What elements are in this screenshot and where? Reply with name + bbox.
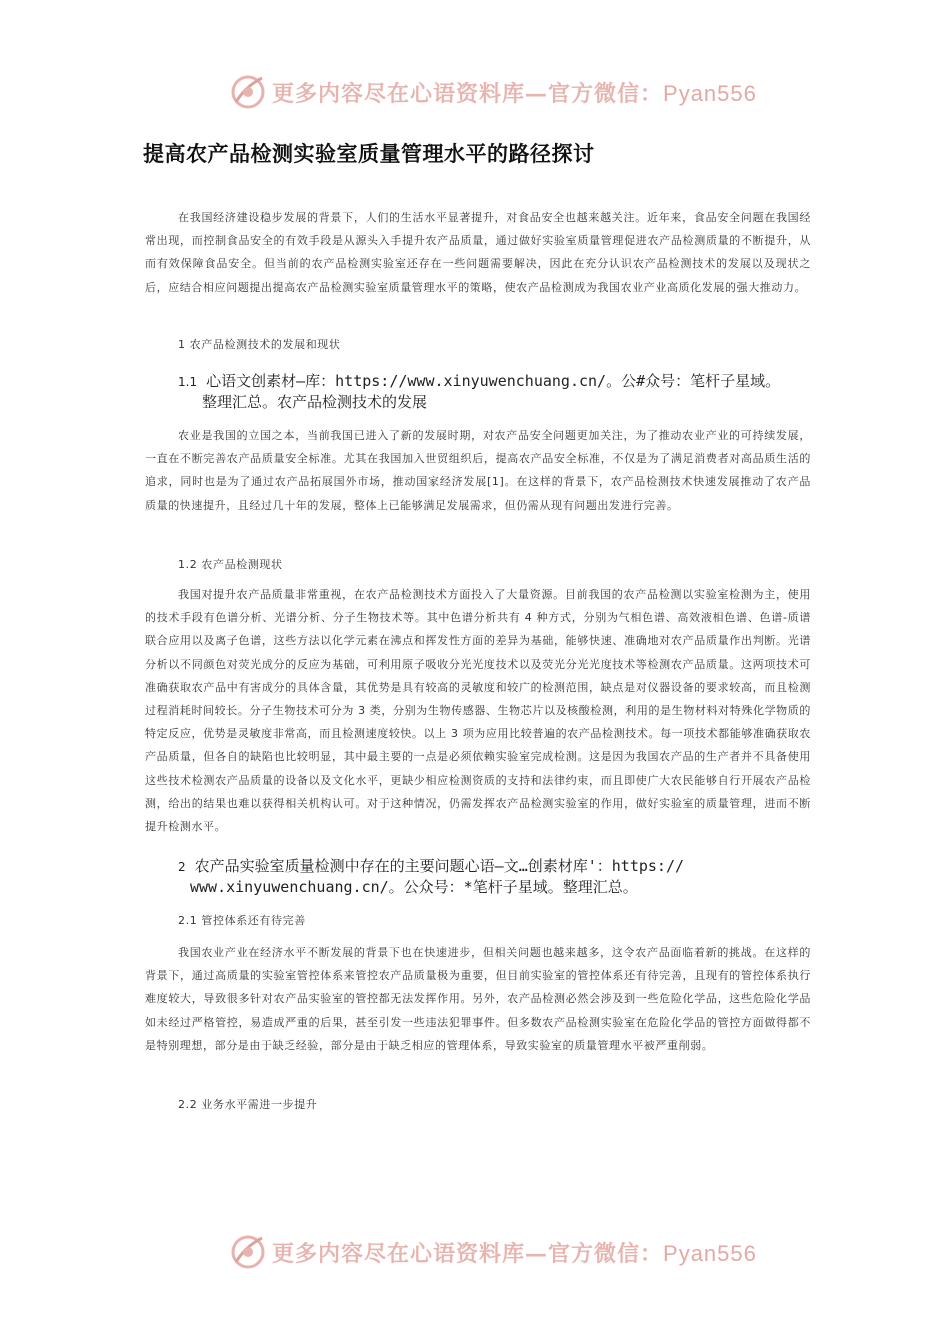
section-1-2-paragraph: 我国对提升农产品质量非常重视，在农产品检测技术方面投入了大量资源。目前我国的农产品检测以实验室检测为主，使用的技术手段有色谱分析、光谱分析、分子生物技术等。其中色谱分析共有 4 种方式，分别为气相色谱、高效液相色谱、色谱-质谱联合应用以及离子色谱，这些方法以化学元素在沸点和挥发性方面的差异为基础，能够快速、准确地对农产品质量作出判断。光谱分析以不同颜色对荧光成分的反应为基础，可利用原子吸收分光光度技术以及荧光分光光度技术等检测农产品质量。这两项技术可准确获取农产品中有害成分的具体含量，其优势是具有较高的灵敏度和较广的检测范围，缺点是对仪器设备的要求较高，而且检测过程消耗时间较长。分子生物技术可分为 3 类，分别为生物传感器、生物芯片以及核酸检测，利用的是生物材料对特殊化学物质的特定反应，优势是灵敏度非常高，而且检测速度较快。以上 3 项为应用比较普遍的农产品检测技术。每一项技术都能够准确获取农产品质量，但各自的缺陷也比较明显，其中最主要的一点是必须依赖实验室完成检测。这是因为我国农产品的生产者并不具备使用这些技术检测农产品质量的设备以及文化水平，更缺少相应检测资质的支持和法律约束，而且即使广大农民能够自行开展农产品检测，给出的结果也难以获得相关机构认可。对于这种情况，仍需发挥农产品检测实验室的作用，做好实验室的质量管理，进而不断提升检测水平。 — [145, 588, 811, 834]
banner-text: 更多内容尽在心语资料库—官方微信：Pyan556 — [272, 80, 757, 107]
section-1-1-heading — [178, 371, 858, 412]
section-1-1-paragraph: 农业是我国的立国之本，当前我国已进入了新的发展时期，对农产品安全问题更加关注，为了推动农业产业的可持续发展，一直在不断完善农产品质量安全标准。尤其在我国加入世贸组织后，提高农产品安全标准，不仅是为了满足消费者对高品质生活的追求，同时也是为了通过农产品拓展国外市场，推动国家经济发展[1]。在这样的背景下，农产品检测技术快速发展推动了农产品质量的快速提升，且经过几十年的发展，整体上已能够满足发展需求，但仍需从现有问题出发进行完善。 — [145, 429, 811, 512]
banner-text: 更多内容尽在心语资料库—官方微信：Pyan556 — [272, 1240, 757, 1267]
document-title: 提高农产品检测实验室质量管理水平的路径探讨 — [143, 142, 595, 166]
header-banner — [228, 72, 757, 112]
section-1-2-heading: 1.2 农产品检测现状 — [178, 558, 283, 571]
section-2-number: 2 — [178, 860, 186, 874]
section-2-line2: www.xinyuwenchuang.cn/。公众号：*笔杆子星域。整理汇总。 — [190, 878, 638, 896]
section-2-1-paragraph: 我国农业产业在经济水平不断发展的背景下也在快速进步，但相关问题也越来越多，这令农产品面临着新的挑战。在这样的背景下，通过高质量的实验室管控体系来管控农产品质量极为重要，但目前实验室的管控体系还有待完善，且现有的管控体系执行难度较大，导致很多针对农产品实验室的管控都无法发挥作用。另外，农产品检测必然会涉及到一些危险化学品，这些危险化学品如未经过严格管控，易造成严重的后果，甚至引发一些违法犯罪事件。但多数农产品检测实验室在危险化学品的管控方面做得都不是特别理想，部分是由于缺乏经验，部分是由于缺乏相应的管理体系，导致实验室的质量管理水平被严重削弱。 — [145, 946, 811, 1052]
intro-paragraph: 在我国经济建设稳步发展的背景下，人们的生活水平显著提升，对食品安全也越来越关注。近年来，食品安全问题在我国经常出现，而控制食品安全的有效手段是从源头入手提升农产品质量，通过做好实验室质量管理促进农产品检测质量的不断提升，从而有效保障食品安全。但当前的农产品检测实验室还存在一些问题需要解决，因此在充分认识农产品检测技术的发展以及现状之后，应结合相应问题提出提高农产品检测实验室质量管理水平的策略，使农产品检测成为我国农业产业高质化发展的强大推动力。 — [145, 211, 811, 294]
brand-logo-icon — [228, 1232, 268, 1272]
section-2-heading — [178, 856, 858, 897]
section-2-line1: 农产品实验室质量检测中存在的主要问题心语—文…创素材库'：https:// — [194, 857, 685, 875]
section-2-1-heading: 2.1 管控体系还有待完善 — [178, 914, 306, 927]
footer-banner — [228, 1232, 757, 1272]
brand-logo-icon — [228, 72, 268, 112]
section-1-1-line1: 心语文创素材—库：https://www.xinyuwenchuang.cn/。公#众号：笔杆子星域。 — [206, 372, 781, 390]
section-1-1-number: 1.1 — [178, 375, 198, 389]
section-2-2-heading: 2.2 业务水平需进一步提升 — [178, 1098, 318, 1111]
banner-wechat-id: Pyan556 — [663, 1240, 757, 1266]
banner-wechat-id: Pyan556 — [663, 80, 757, 106]
section-1-1-line2: 整理汇总。农产品检测技术的发展 — [202, 393, 428, 411]
section-1-heading: 1 农产品检测技术的发展和现状 — [178, 338, 341, 351]
